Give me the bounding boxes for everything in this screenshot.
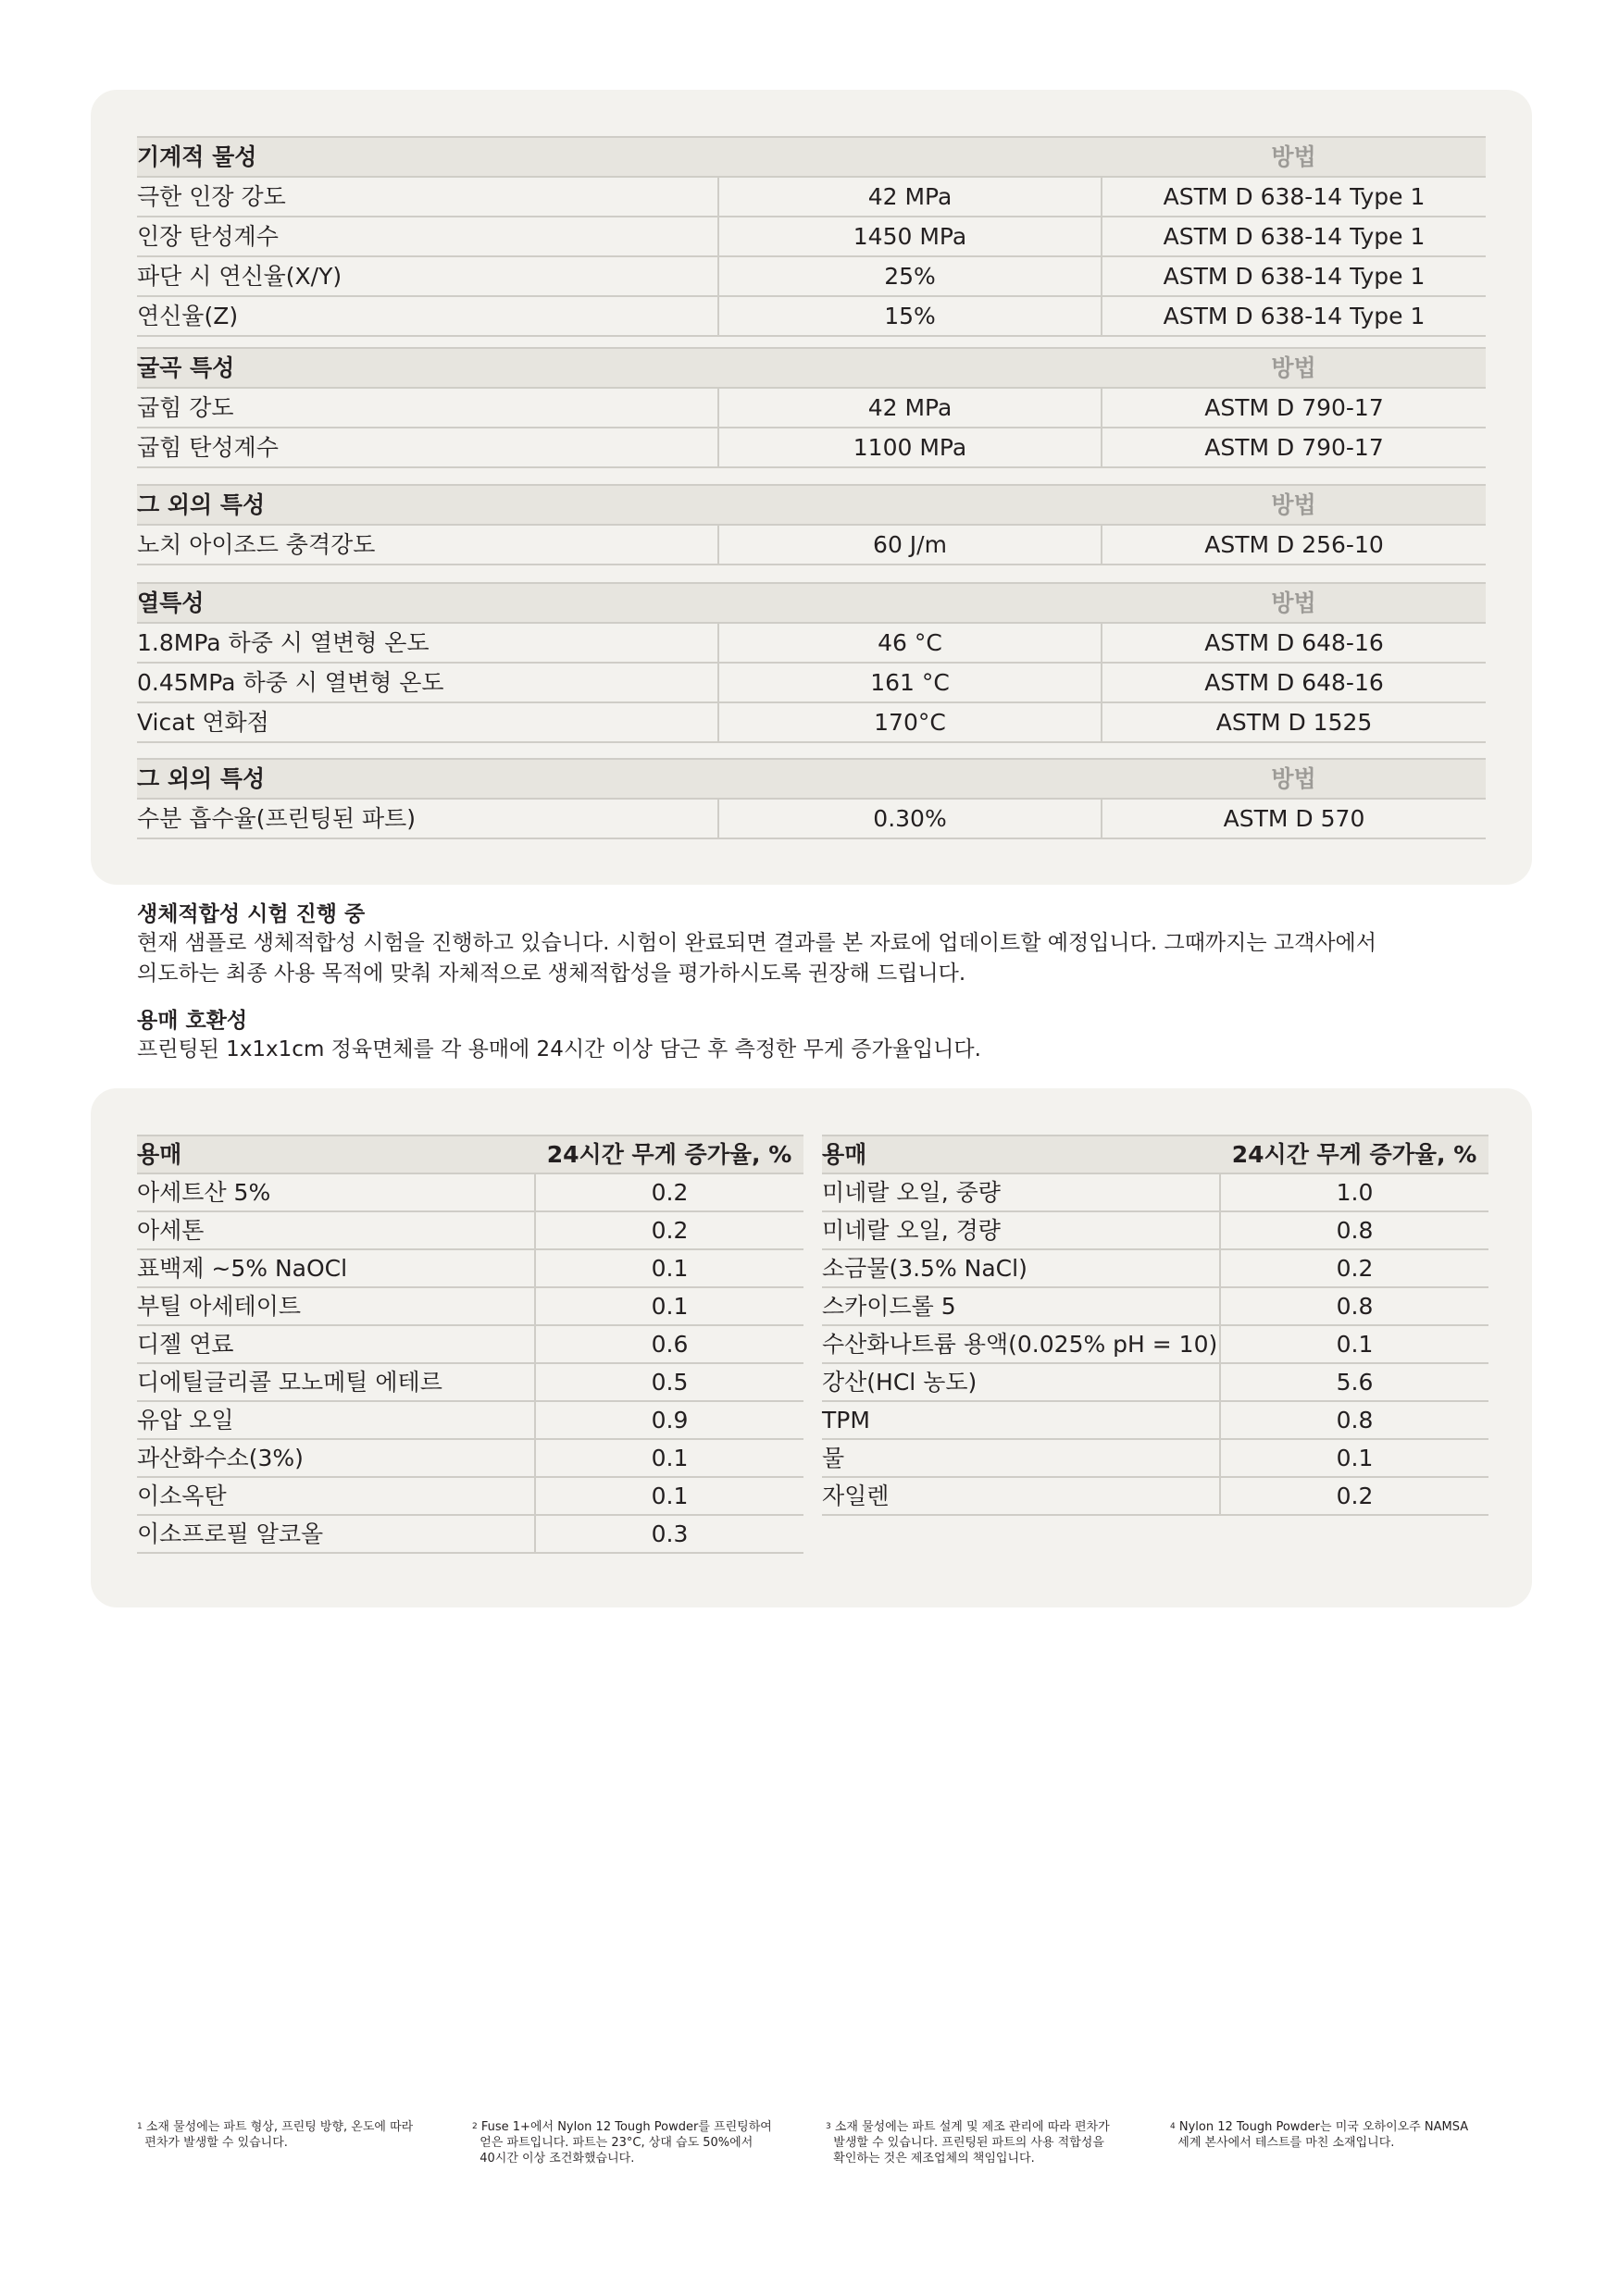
table-row [137, 1173, 803, 1211]
table-row [137, 296, 1486, 336]
section-title: 그 외의 특성 [137, 759, 1102, 799]
property-table [137, 758, 1486, 839]
solvent-table-header [822, 1136, 1488, 1173]
footnote-line: 발생할 수 있습니다. 프린팅된 파트의 사용 적합성을 [833, 2136, 1104, 2150]
property-value: 42 MPa [718, 177, 1102, 217]
property-method: ASTM D 570 [1102, 799, 1486, 838]
table-row [137, 702, 1486, 742]
solvent-value: 0.8 [1220, 1287, 1488, 1325]
table-row [137, 177, 1486, 217]
solvent-value: 0.9 [535, 1401, 803, 1439]
solvent-value: 0.1 [535, 1249, 803, 1287]
property-table-header [137, 583, 1486, 623]
property-table [137, 347, 1486, 468]
solvent-table-header [137, 1136, 803, 1173]
footnote-line: Nylon 12 Tough Powder는 미국 오하이오주 NAMSA [1178, 2120, 1469, 2134]
footnote-line: Fuse 1+에서 Nylon 12 Tough Powder를 프린팅하여 [480, 2120, 772, 2134]
method-label: 방법 [1102, 348, 1486, 388]
solvent-name: 아세트산 5% [137, 1173, 535, 1211]
property-method: ASTM D 638-14 Type 1 [1102, 256, 1486, 296]
method-label: 방법 [1102, 485, 1486, 525]
footnote-number: 1 [137, 2122, 143, 2131]
solvent-name: 강산(HCl 농도) [822, 1363, 1220, 1401]
property-table-header [137, 485, 1486, 525]
solvent-table-right [822, 1135, 1488, 1516]
table-row [137, 663, 1486, 702]
solvent-value: 0.2 [535, 1173, 803, 1211]
section-title: 그 외의 특성 [137, 485, 1102, 525]
property-method: ASTM D 790-17 [1102, 388, 1486, 428]
table-row [822, 1439, 1488, 1477]
solvent-intro-title: 용매 호환성 [137, 1009, 248, 1033]
solvent-name: 수산화나트륨 용액(0.025% pH = 10) [822, 1325, 1220, 1363]
section-title: 열특성 [137, 583, 1102, 623]
solvent-value: 0.1 [535, 1287, 803, 1325]
table-row [137, 1477, 803, 1515]
property-method: ASTM D 648-16 [1102, 623, 1486, 663]
solvent-name: 스카이드롤 5 [822, 1287, 1220, 1325]
property-table-header [137, 137, 1486, 177]
solvent-name: 부틸 아세테이트 [137, 1287, 535, 1325]
properties-panel [91, 90, 1532, 885]
solvent-name: 이소옥탄 [137, 1477, 535, 1515]
property-method: ASTM D 638-14 Type 1 [1102, 217, 1486, 256]
footnote-number: 3 [826, 2122, 831, 2131]
solvent-value: 0.1 [535, 1439, 803, 1477]
property-value: 161 °C [718, 663, 1102, 702]
biocompat-line-2: 의도하는 최종 사용 목적에 맞춰 자체적으로 생체적합성을 평가하시도록 권장해 드립니다. [137, 962, 966, 986]
method-label: 방법 [1102, 583, 1486, 623]
property-name: 연신율(Z) [137, 296, 718, 336]
method-label: 방법 [1102, 137, 1486, 177]
property-value: 60 J/m [718, 525, 1102, 565]
solvent-value: 0.8 [1220, 1211, 1488, 1249]
footnote-number: 4 [1170, 2122, 1176, 2131]
property-table [137, 136, 1486, 337]
table-row [822, 1249, 1488, 1287]
table-row [137, 1439, 803, 1477]
solvent-value: 0.5 [535, 1363, 803, 1401]
property-value: 25% [718, 256, 1102, 296]
footnote-line: 편차가 발생할 수 있습니다. [144, 2136, 288, 2150]
property-name: 극한 인장 강도 [137, 177, 718, 217]
solvent-header-value: 24시간 무게 증가율, % [535, 1136, 803, 1173]
table-row [822, 1363, 1488, 1401]
solvent-value: 0.3 [535, 1515, 803, 1553]
footnote-number: 2 [472, 2122, 478, 2131]
table-row [137, 428, 1486, 467]
solvent-name: 미네랄 오일, 경량 [822, 1211, 1220, 1249]
solvent-name: 유압 오일 [137, 1401, 535, 1439]
footnote [137, 2119, 452, 2166]
property-name: 굽힘 탄성계수 [137, 428, 718, 467]
solvent-value: 0.1 [535, 1477, 803, 1515]
solvent-table-left [137, 1135, 803, 1554]
footnote-line: 얻은 파트입니다. 파트는 23°C, 상대 습도 50%에서 [479, 2136, 753, 2150]
property-name: 굽힘 강도 [137, 388, 718, 428]
solvent-name: TPM [822, 1401, 1220, 1439]
property-table-header [137, 759, 1486, 799]
property-name: 파단 시 연신율(X/Y) [137, 256, 718, 296]
solvent-name: 과산화수소(3%) [137, 1439, 535, 1477]
biocompat-section [137, 900, 1488, 989]
footnote-line: 소재 물성에는 파트 형상, 프린팅 방향, 온도에 따라 [145, 2120, 414, 2134]
footnote [1170, 2119, 1485, 2166]
table-row [137, 1211, 803, 1249]
property-name: Vicat 연화점 [137, 702, 718, 742]
solvent-header-name: 용매 [137, 1136, 535, 1173]
property-name: 수분 흡수율(프린팅된 파트) [137, 799, 718, 838]
solvent-value: 0.8 [1220, 1401, 1488, 1439]
footnote-line: 확인하는 것은 제조업체의 책임입니다. [833, 2152, 1035, 2166]
footnote-line: 40시간 이상 조건화했습니다. [479, 2152, 635, 2166]
property-value: 0.30% [718, 799, 1102, 838]
table-row [822, 1173, 1488, 1211]
property-value: 1450 MPa [718, 217, 1102, 256]
table-row [137, 1363, 803, 1401]
solvent-header-name: 용매 [822, 1136, 1220, 1173]
table-row [137, 799, 1486, 838]
solvent-name: 디에틸글리콜 모노메틸 에테르 [137, 1363, 535, 1401]
method-label: 방법 [1102, 759, 1486, 799]
property-value: 1100 MPa [718, 428, 1102, 467]
solvent-intro-text: 프린팅된 1x1x1cm 정육면체를 각 용매에 24시간 이상 담근 후 측정한 무게 증가율입니다. [137, 1037, 981, 1061]
biocompat-line-1: 현재 샘플로 생체적합성 시험을 진행하고 있습니다. 시험이 완료되면 결과를 본 자료에 업데이트할 예정입니다. 그때까지는 고객사에서 [137, 931, 1376, 955]
section-title: 기계적 물성 [137, 137, 1102, 177]
table-row [137, 217, 1486, 256]
property-method: ASTM D 648-16 [1102, 663, 1486, 702]
solvent-value: 0.1 [1220, 1325, 1488, 1363]
property-name: 1.8MPa 하중 시 열변형 온도 [137, 623, 718, 663]
property-table [137, 484, 1486, 565]
solvent-intro-section [137, 1007, 1488, 1065]
table-row [822, 1211, 1488, 1249]
property-value: 170°C [718, 702, 1102, 742]
solvent-name: 디젤 연료 [137, 1325, 535, 1363]
solvent-value: 1.0 [1220, 1173, 1488, 1211]
footnote [472, 2119, 787, 2166]
solvent-name: 자일렌 [822, 1477, 1220, 1515]
property-method: ASTM D 1525 [1102, 702, 1486, 742]
solvent-name: 이소프로필 알코올 [137, 1515, 535, 1553]
solvent-value: 0.2 [1220, 1249, 1488, 1287]
solvent-value: 0.6 [535, 1325, 803, 1363]
table-row [137, 1401, 803, 1439]
solvent-name: 미네랄 오일, 중량 [822, 1173, 1220, 1211]
table-row [137, 525, 1486, 565]
footnote [826, 2119, 1140, 2166]
property-method: ASTM D 256-10 [1102, 525, 1486, 565]
table-row [137, 388, 1486, 428]
solvent-value: 0.1 [1220, 1439, 1488, 1477]
property-method: ASTM D 790-17 [1102, 428, 1486, 467]
table-row [137, 1287, 803, 1325]
property-method: ASTM D 638-14 Type 1 [1102, 296, 1486, 336]
property-value: 15% [718, 296, 1102, 336]
footnote-line: 소재 물성에는 파트 설계 및 제조 관리에 따라 편차가 [834, 2120, 1110, 2134]
solvent-panel [91, 1088, 1532, 1607]
property-value: 42 MPa [718, 388, 1102, 428]
table-row [822, 1287, 1488, 1325]
solvent-name: 표백제 ~5% NaOCl [137, 1249, 535, 1287]
solvent-value: 0.2 [1220, 1477, 1488, 1515]
solvent-value: 5.6 [1220, 1363, 1488, 1401]
table-row [137, 1249, 803, 1287]
solvent-name: 소금물(3.5% NaCl) [822, 1249, 1220, 1287]
property-method: ASTM D 638-14 Type 1 [1102, 177, 1486, 217]
solvent-header-value: 24시간 무게 증가율, % [1220, 1136, 1488, 1173]
table-row [822, 1401, 1488, 1439]
solvent-name: 아세톤 [137, 1211, 535, 1249]
solvent-name: 물 [822, 1439, 1220, 1477]
table-row [822, 1325, 1488, 1363]
table-row [137, 1325, 803, 1363]
table-row [822, 1477, 1488, 1515]
footnote-line: 세계 본사에서 테스트를 마친 소재입니다. [1177, 2136, 1395, 2150]
section-title: 굴곡 특성 [137, 348, 1102, 388]
property-value: 46 °C [718, 623, 1102, 663]
property-name: 0.45MPa 하중 시 열변형 온도 [137, 663, 718, 702]
biocompat-title: 생체적합성 시험 진행 중 [137, 902, 366, 926]
solvent-value: 0.2 [535, 1211, 803, 1249]
table-row [137, 623, 1486, 663]
table-row [137, 1515, 803, 1553]
property-name: 노치 아이조드 충격강도 [137, 525, 718, 565]
property-name: 인장 탄성계수 [137, 217, 718, 256]
property-table-header [137, 348, 1486, 388]
property-table [137, 582, 1486, 743]
table-row [137, 256, 1486, 296]
